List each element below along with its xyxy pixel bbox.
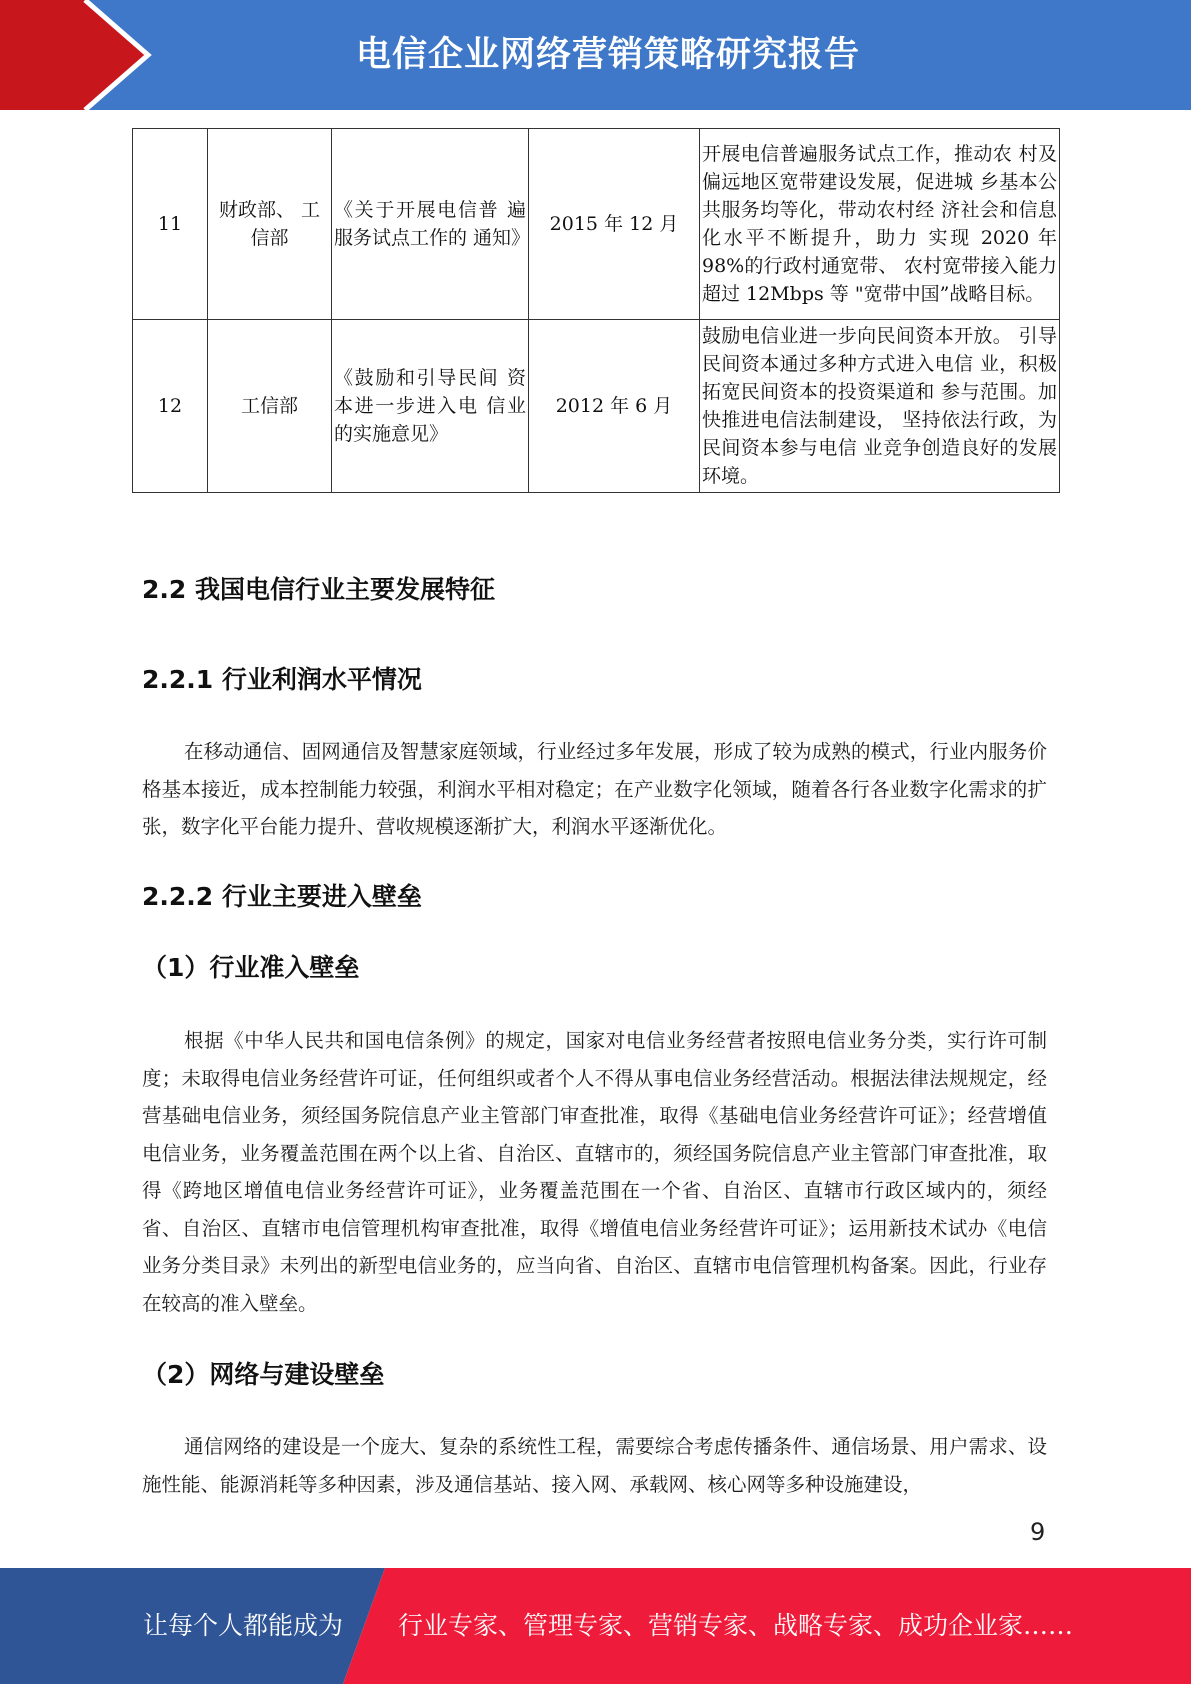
date-cell: 2012 年 6 月 xyxy=(529,320,700,493)
page-footer xyxy=(0,1568,1191,1684)
paragraph-profit: 在移动通信、固网通信及智慧家庭领域，行业经过多年发展，形成了较为成熟的模式，行业内服务价格基本接近，成本控制能力较强，利润水平相对稳定；在产业数字化领域，随着各行各业数字化需求的扩张，数字化平台能力提升、营收规模逐渐扩大，利润水平逐渐优化。 xyxy=(142,740,1047,838)
page-number: 9 xyxy=(1030,1518,1046,1546)
subheading-network-barrier: （2）网络与建设壁垒 xyxy=(142,1360,385,1389)
paragraph-access-barrier: 根据《中华人民共和国电信条例》的规定，国家对电信业务经营者按照电信业务分类，实行许可制度；未取得电信业务经营许可证，任何组织或者个人不得从事电信业务经营活动。根据法律法规规定，经营基础电信业务，须经国务院信息产业主管部门审查批准，取得《基础电信业务经营许可证》；经营增值电信业务，业务覆盖范围在两个以上省、自治区、直辖市的，须经国务院信息产业主管部门审查批准，取得《跨地区增值电信业务经营许可证》，业务覆盖范围在一个省、自治区、直辖市行政区域内的，须经省、自治区、直辖市电信管理机构审查批准，取得《增值电信业务经营许可证》；运用新技术试办《电信业务分类目录》未列出的新型电信业务的，应当向省、自治区、直辖市电信管理机构备案。因此，行业存在较高的准入壁垒。 xyxy=(142,1029,1047,1315)
document-cell: 《鼓励和引导民间 资本进一步进入电 信业的实施意见》 xyxy=(332,320,529,493)
table-row xyxy=(133,320,1060,493)
date-cell: 2015 年 12 月 xyxy=(529,129,700,320)
content-cell: 鼓励电信业进一步向民间资本开放。 引导民间资本通过多种方式进入电信 业，积极拓宽民间资本的投资渠道和 参与范围。加快推进电信法制建设， 坚持依法行政，为民间资本参与电信 业竞争创造良好的发展环境。 xyxy=(700,320,1060,493)
department-cell: 工信部 xyxy=(208,320,332,493)
page-header xyxy=(0,0,1191,110)
table-row xyxy=(133,129,1060,320)
footer-slogan-left: 让每个人都能成为 xyxy=(143,1611,344,1640)
section-heading-2-2-2: 2.2.2 行业主要进入壁垒 xyxy=(142,882,422,911)
subheading-access-barrier: （1）行业准入壁垒 xyxy=(142,953,360,982)
content-cell: 开展电信普遍服务试点工作，推动农 村及偏远地区宽带建设发展，促进城 乡基本公共服务均等化，带动农村经 济社会和信息化水平不断提升，助力 实现 2020 年 98%的行政村通宽带、 农村宽带接入能力超过 12Mbps 等 "宽带中国”战略目标。 xyxy=(700,129,1060,320)
section-heading-2-2: 2.2 我国电信行业主要发展特征 xyxy=(142,575,495,604)
row-number: 11 xyxy=(133,129,208,320)
row-number: 12 xyxy=(133,320,208,493)
department-cell: 财政部、 工信部 xyxy=(208,129,332,320)
report-title: 电信企业网络营销策略研究报告 xyxy=(356,35,861,75)
paragraph-network-barrier: 通信网络的建设是一个庞大、复杂的系统性工程，需要综合考虑传播条件、通信场景、用户需求、设施性能、能源消耗等多种因素，涉及通信基站、接入网、承载网、核心网等多种设施建设， xyxy=(142,1435,1047,1496)
document-cell: 《关于开展电信普 遍服务试点工作的 通知》 xyxy=(332,129,529,320)
section-heading-2-2-1: 2.2.1 行业利润水平情况 xyxy=(142,665,422,694)
policy-table xyxy=(132,128,1060,493)
footer-slogan-right: 行业专家、管理专家、营销专家、战略专家、成功企业家…… xyxy=(398,1611,1074,1640)
